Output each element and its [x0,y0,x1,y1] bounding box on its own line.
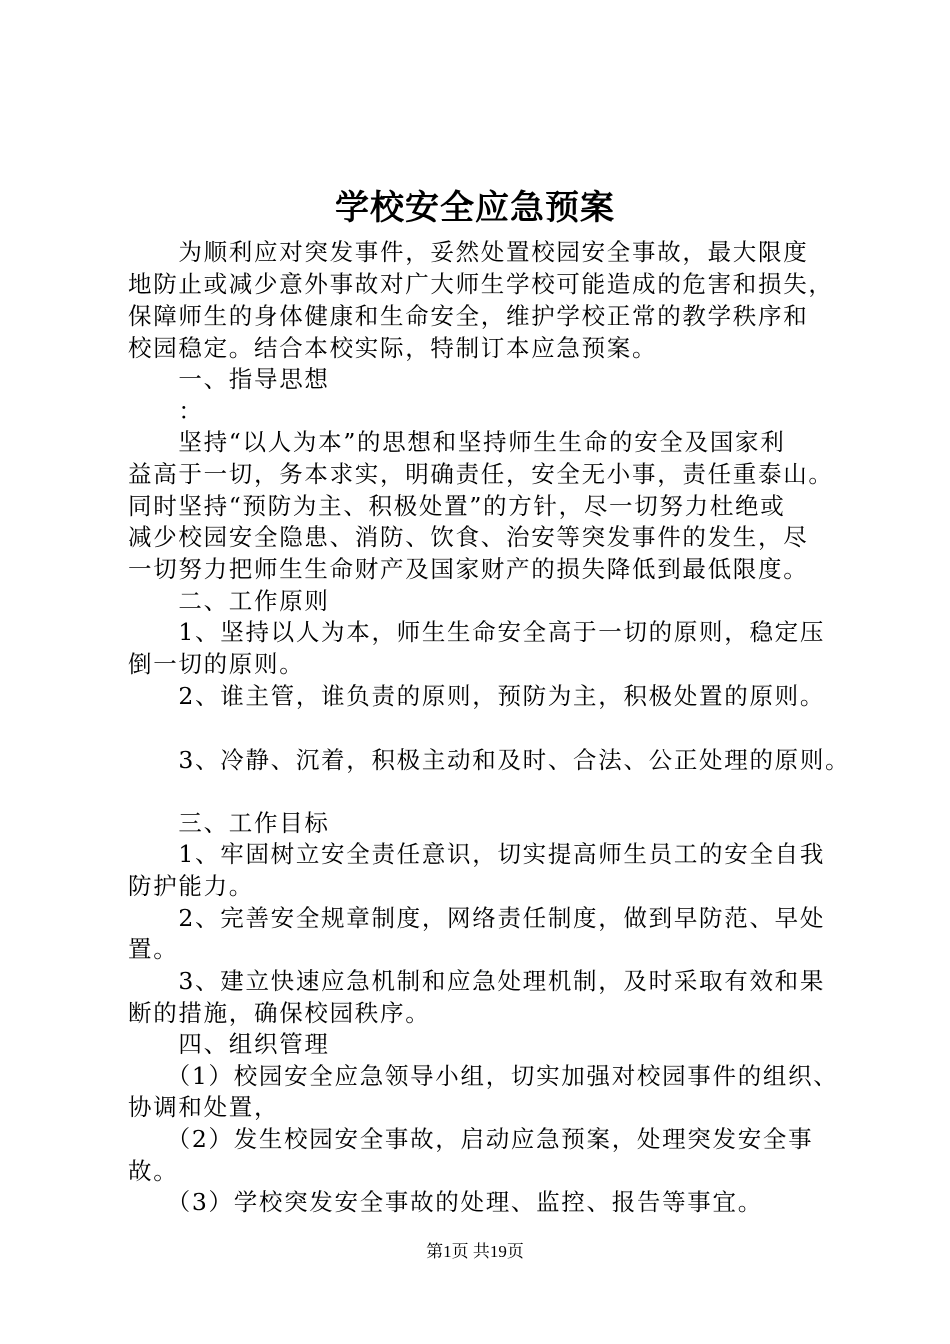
text-line: 校园稳定。结合本校实际，特制订本应急预案。 [128,334,658,362]
text-line: 减少校园安全隐患、消防、饮食、治安等突发事件的发生，尽 [128,523,809,551]
text-line: 坚持“以人为本”的思想和坚持师生生命的安全及国家利 [128,428,786,456]
text-line: 一切努力把师生生命财产及国家财产的损失降低到最低限度。 [128,555,809,583]
section-heading: 二、工作原则 [128,587,330,615]
text-line: 1、牢固树立安全责任意识，切实提高师生员工的安全自我 [128,840,826,868]
text-line: 益高于一切，务本求实，明确责任，安全无小事，责任重泰山。 [128,460,834,488]
text-line: 地防止或减少意外事故对广大师生学校可能造成的危害和损失， [128,270,834,298]
text-line: 倒一切的原则。 [128,650,305,678]
text-line: ： [128,397,204,425]
section-heading: 四、组织管理 [128,1030,330,1058]
text-line: 1、坚持以人为本，师生生命安全高于一切的原则，稳定压 [128,618,826,646]
section-heading: 一、指导思想 [128,365,330,393]
text-line: （3）学校突发安全事故的处理、监控、报告等事宜。 [128,1188,763,1216]
text-line: 协调和处置， [128,1093,280,1121]
text-line: 3、建立快速应急机制和应急处理机制，及时采取有效和果 [128,967,826,995]
text-line: （1）校园安全应急领导小组，切实加强对校园事件的组织、 [128,1062,839,1090]
text-line: 置。 [128,935,179,963]
text-line: 2、完善安全规章制度，网络责任制度，做到早防范、早处 [128,904,826,932]
text-line: 保障师生的身体健康和生命安全，维护学校正常的教学秩序和 [128,302,809,330]
text-line: 同时坚持“预防为主、积极处置”的方针，尽一切努力杜绝或 [128,492,786,520]
text-line: 断的措施，确保校园秩序。 [128,999,431,1027]
text-line: 2、谁主管，谁负责的原则，预防为主，积极处置的原则。 [128,682,826,710]
text-line: 故。 [128,1157,179,1185]
text-line: 3、冷静、沉着，积极主动和及时、合法、公正处理的原则。 [128,746,851,774]
text-line: （2）发生校园安全事故，启动应急预案，处理突发安全事 [128,1125,814,1153]
text-line: 防护能力。 [128,872,254,900]
section-heading: 三、工作目标 [128,809,330,837]
page-footer: 第1页 共19页 [426,1242,524,1261]
document-title: 学校安全应急预案 [335,188,615,228]
text-line: 为顺利应对突发事件，妥然处置校园安全事故，最大限度 [128,238,809,266]
